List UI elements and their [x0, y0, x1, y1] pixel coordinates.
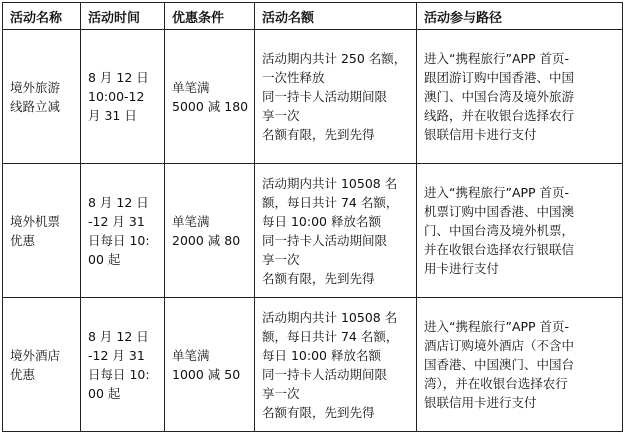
cell-line: 门、中国台湾及境外机票，: [424, 223, 575, 238]
cell-line: 日每日 10:: [88, 366, 150, 382]
cell-line: 名额有限，先到先得: [262, 270, 375, 286]
cell-line: 酒店订购境外酒店（不含中: [424, 338, 575, 353]
cell-line: 境外酒店: [10, 347, 61, 363]
cell-line: 每日 10:00 释放名额: [262, 213, 381, 229]
activity-time-cell: [81, 298, 165, 432]
cell-line: 同一持卡人活动期间限: [262, 89, 388, 104]
cell-line: 跟团游订购中国香港、中国: [424, 70, 575, 85]
cell-line: 名额有限，先到先得: [262, 404, 375, 420]
table-row: [3, 298, 623, 432]
quota-cell: [255, 164, 417, 298]
cell-line: 5000 减 180: [172, 98, 249, 114]
cell-line: 单笔满: [172, 347, 210, 363]
quota-cell: [255, 298, 417, 432]
path-cell: [417, 30, 623, 164]
cell-line: 额，每日共计 74 名额，: [262, 194, 399, 210]
cell-line: 活动期内共计 250 名额，: [262, 51, 407, 66]
cell-line: 一次性释放: [262, 70, 325, 85]
header-row: [3, 3, 623, 30]
cell-line: 10:00-12: [88, 89, 145, 104]
cell-line: 名额有限，先到先得: [262, 127, 375, 142]
path-cell: [417, 298, 623, 432]
cell-line: 活动期内共计 10508 名: [262, 309, 398, 325]
cell-line: 线路立减: [10, 98, 61, 114]
cell-line: 优惠: [10, 232, 36, 248]
cell-line: 进入“携程旅行”APP 首页-: [424, 185, 570, 200]
promo-table: [2, 2, 623, 432]
activity-name-cell: [3, 298, 81, 432]
condition-cell: [165, 164, 255, 298]
activity-name-cell: [3, 164, 81, 298]
cell-line: 线路，并在收银台选择农行: [424, 108, 575, 123]
cell-line: 月 31 日: [88, 108, 137, 123]
activity-name-cell: [3, 30, 81, 164]
cell-line: 1000 减 50: [172, 366, 241, 382]
cell-line: 澳门、中国台湾及境外旅游: [424, 89, 575, 104]
cell-line: 活动期内共计 10508 名: [262, 175, 398, 191]
condition-cell: [165, 30, 255, 164]
cell-line: 享一次: [262, 385, 300, 401]
condition-cell: [165, 298, 255, 432]
cell-line: 机票订购中国香港、中国澳: [424, 204, 575, 219]
cell-line: 银联信用卡进行支付: [424, 127, 537, 142]
table-row: [3, 164, 623, 298]
cell-line: 国香港、中国澳门、中国台: [424, 357, 575, 372]
cell-line: 湾），并在收银台选择农行: [424, 376, 568, 391]
cell-line: 优惠: [10, 366, 36, 382]
cell-line: 同一持卡人活动期间限: [262, 232, 388, 248]
cell-line: -12 月 31: [88, 347, 145, 363]
cell-line: 00 起: [88, 251, 121, 267]
cell-line: 每日 10:00 释放名额: [262, 347, 381, 363]
header-participation-path: 活动参与路径: [417, 3, 623, 30]
cell-line: 同一持卡人活动期间限: [262, 366, 388, 382]
cell-line: 享一次: [262, 108, 300, 123]
cell-line: 8 月 12 日: [88, 194, 149, 210]
header-quota: 活动名额: [255, 3, 417, 30]
cell-line: 单笔满: [172, 213, 210, 229]
cell-line: 00 起: [88, 385, 121, 401]
cell-line: 境外旅游: [10, 79, 61, 95]
cell-line: 单笔满: [172, 79, 210, 95]
cell-line: 额，每日共计 74 名额，: [262, 328, 399, 344]
quota-cell: [255, 30, 417, 164]
table-row: [3, 30, 623, 164]
header-discount-condition: 优惠条件: [165, 3, 255, 30]
cell-line: 并在收银台选择农行银联信: [424, 242, 575, 257]
activity-time-cell: [81, 30, 165, 164]
cell-line: 8 月 12 日: [88, 328, 149, 344]
path-cell: [417, 164, 623, 298]
header-activity-time: 活动时间: [81, 3, 165, 30]
cell-line: 日每日 10:: [88, 232, 150, 248]
activity-time-cell: [81, 164, 165, 298]
cell-line: 享一次: [262, 251, 300, 267]
cell-line: 银联信用卡进行支付: [424, 395, 537, 410]
header-activity-name: 活动名称: [3, 3, 81, 30]
cell-line: 进入“携程旅行”APP 首页-: [424, 319, 570, 334]
cell-line: 8 月 12 日: [88, 70, 149, 85]
cell-line: 用卡进行支付: [424, 261, 500, 276]
cell-line: -12 月 31: [88, 213, 145, 229]
cell-line: 进入“携程旅行”APP 首页-: [424, 51, 570, 66]
cell-line: 2000 减 80: [172, 232, 241, 248]
cell-line: 境外机票: [10, 213, 61, 229]
